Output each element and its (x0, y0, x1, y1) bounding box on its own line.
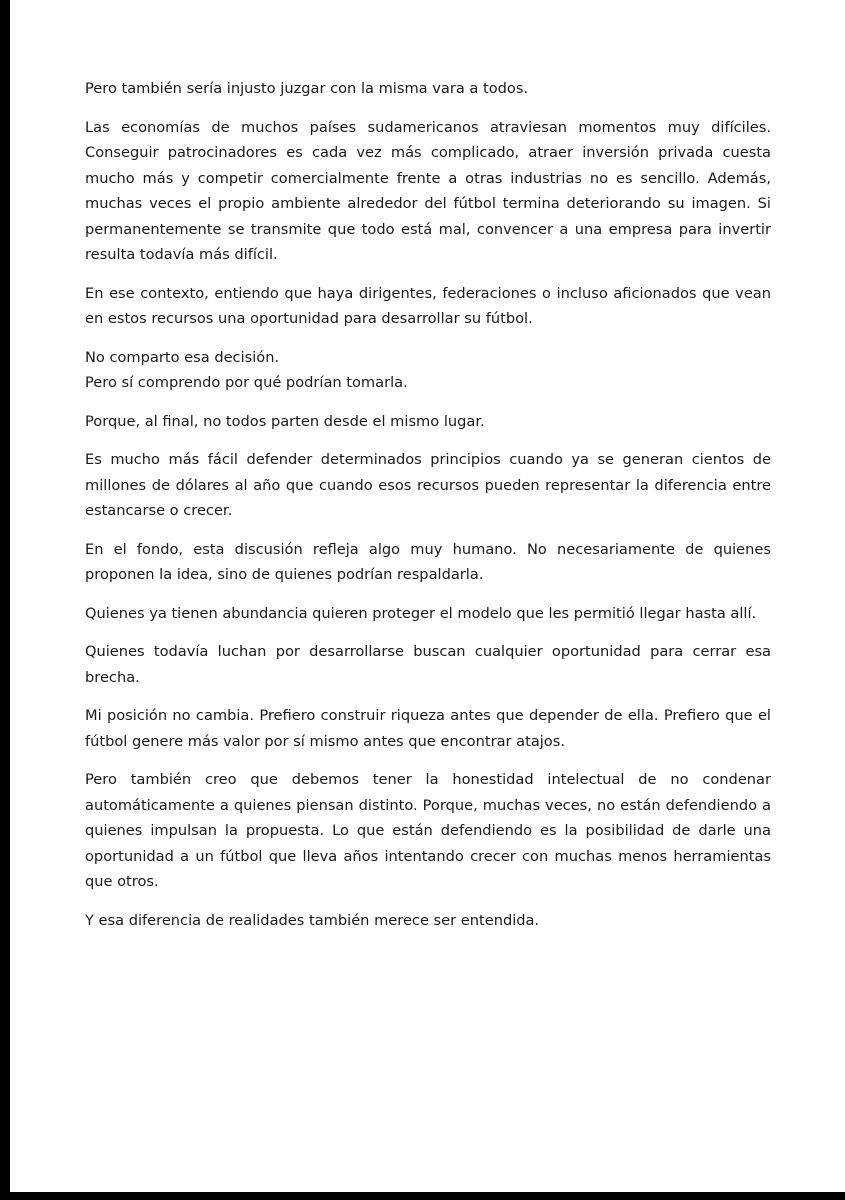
paragraph-4 (85, 345, 771, 396)
paragraph-4-line-1: No comparto esa decisión. (85, 348, 280, 366)
paragraph-4-line-2: Pero sí comprendo por qué podrían tomarla. (85, 374, 408, 391)
document-page (10, 0, 845, 1192)
paragraph-12: Y esa diferencia de realidades también merece ser entendida. (85, 911, 540, 929)
paragraph-8: Quienes ya tienen abundancia quieren proteger el modelo que les permitió llegar hasta allí. (85, 604, 757, 622)
paragraph-3: En ese contexto, entiendo que haya dirigentes, federaciones o incluso aficionados que vean en estos recursos una oportunidad para desarrollar su fútbol. (85, 284, 771, 327)
paragraph-7: En el fondo, esta discusión refleja algo muy humano. No necesariamente de quienes proponen la idea, sino de quienes podrían respaldarla. (85, 540, 771, 583)
paragraph-1: Pero también sería injusto juzgar con la misma vara a todos. (85, 80, 529, 97)
paragraph-5: Porque, al final, no todos parten desde el mismo lugar. (85, 412, 485, 430)
paragraph-11: Pero también creo que debemos tener la honestidad intelectual de no condenar automáticamente a quienes piensan distinto. Porque, muchas veces, no están defendiendo a quienes impulsan la propuesta. Lo que están defendiendo es la posibilidad de darle una oportunidad a un fútbol que lleva años intentando crecer con muchas menos herramientas que otros. (85, 771, 771, 890)
paragraph-6: Es mucho más fácil defender determinados principios cuando ya se generan cientos de millones de dólares al año que cuando esos recursos pueden representar la diferencia entre estancarse o crecer. (85, 451, 771, 519)
paragraph-10: Mi posición no cambia. Prefiero construir riqueza antes que depender de ella. Prefiero que el fútbol genere más valor por sí mismo antes que encontrar atajos. (85, 707, 771, 750)
paragraph-9: Quienes todavía luchan por desarrollarse buscan cualquier oportunidad para cerrar esa brecha. (85, 643, 771, 686)
paragraph-2: Las economías de muchos países sudamericanos atraviesan momentos muy difíciles. Conseguir patrocinadores es cada vez más complicado, atraer inversión privada cuesta mucho más y competir comercialmente frente a otras industrias no es sencillo. Además, muchas veces el propio ambiente alrededor del fútbol termina deteriorando su imagen. Si permanentemente se transmite que todo está mal, convencer a una empresa para invertir resulta todavía más difícil. (85, 118, 771, 263)
